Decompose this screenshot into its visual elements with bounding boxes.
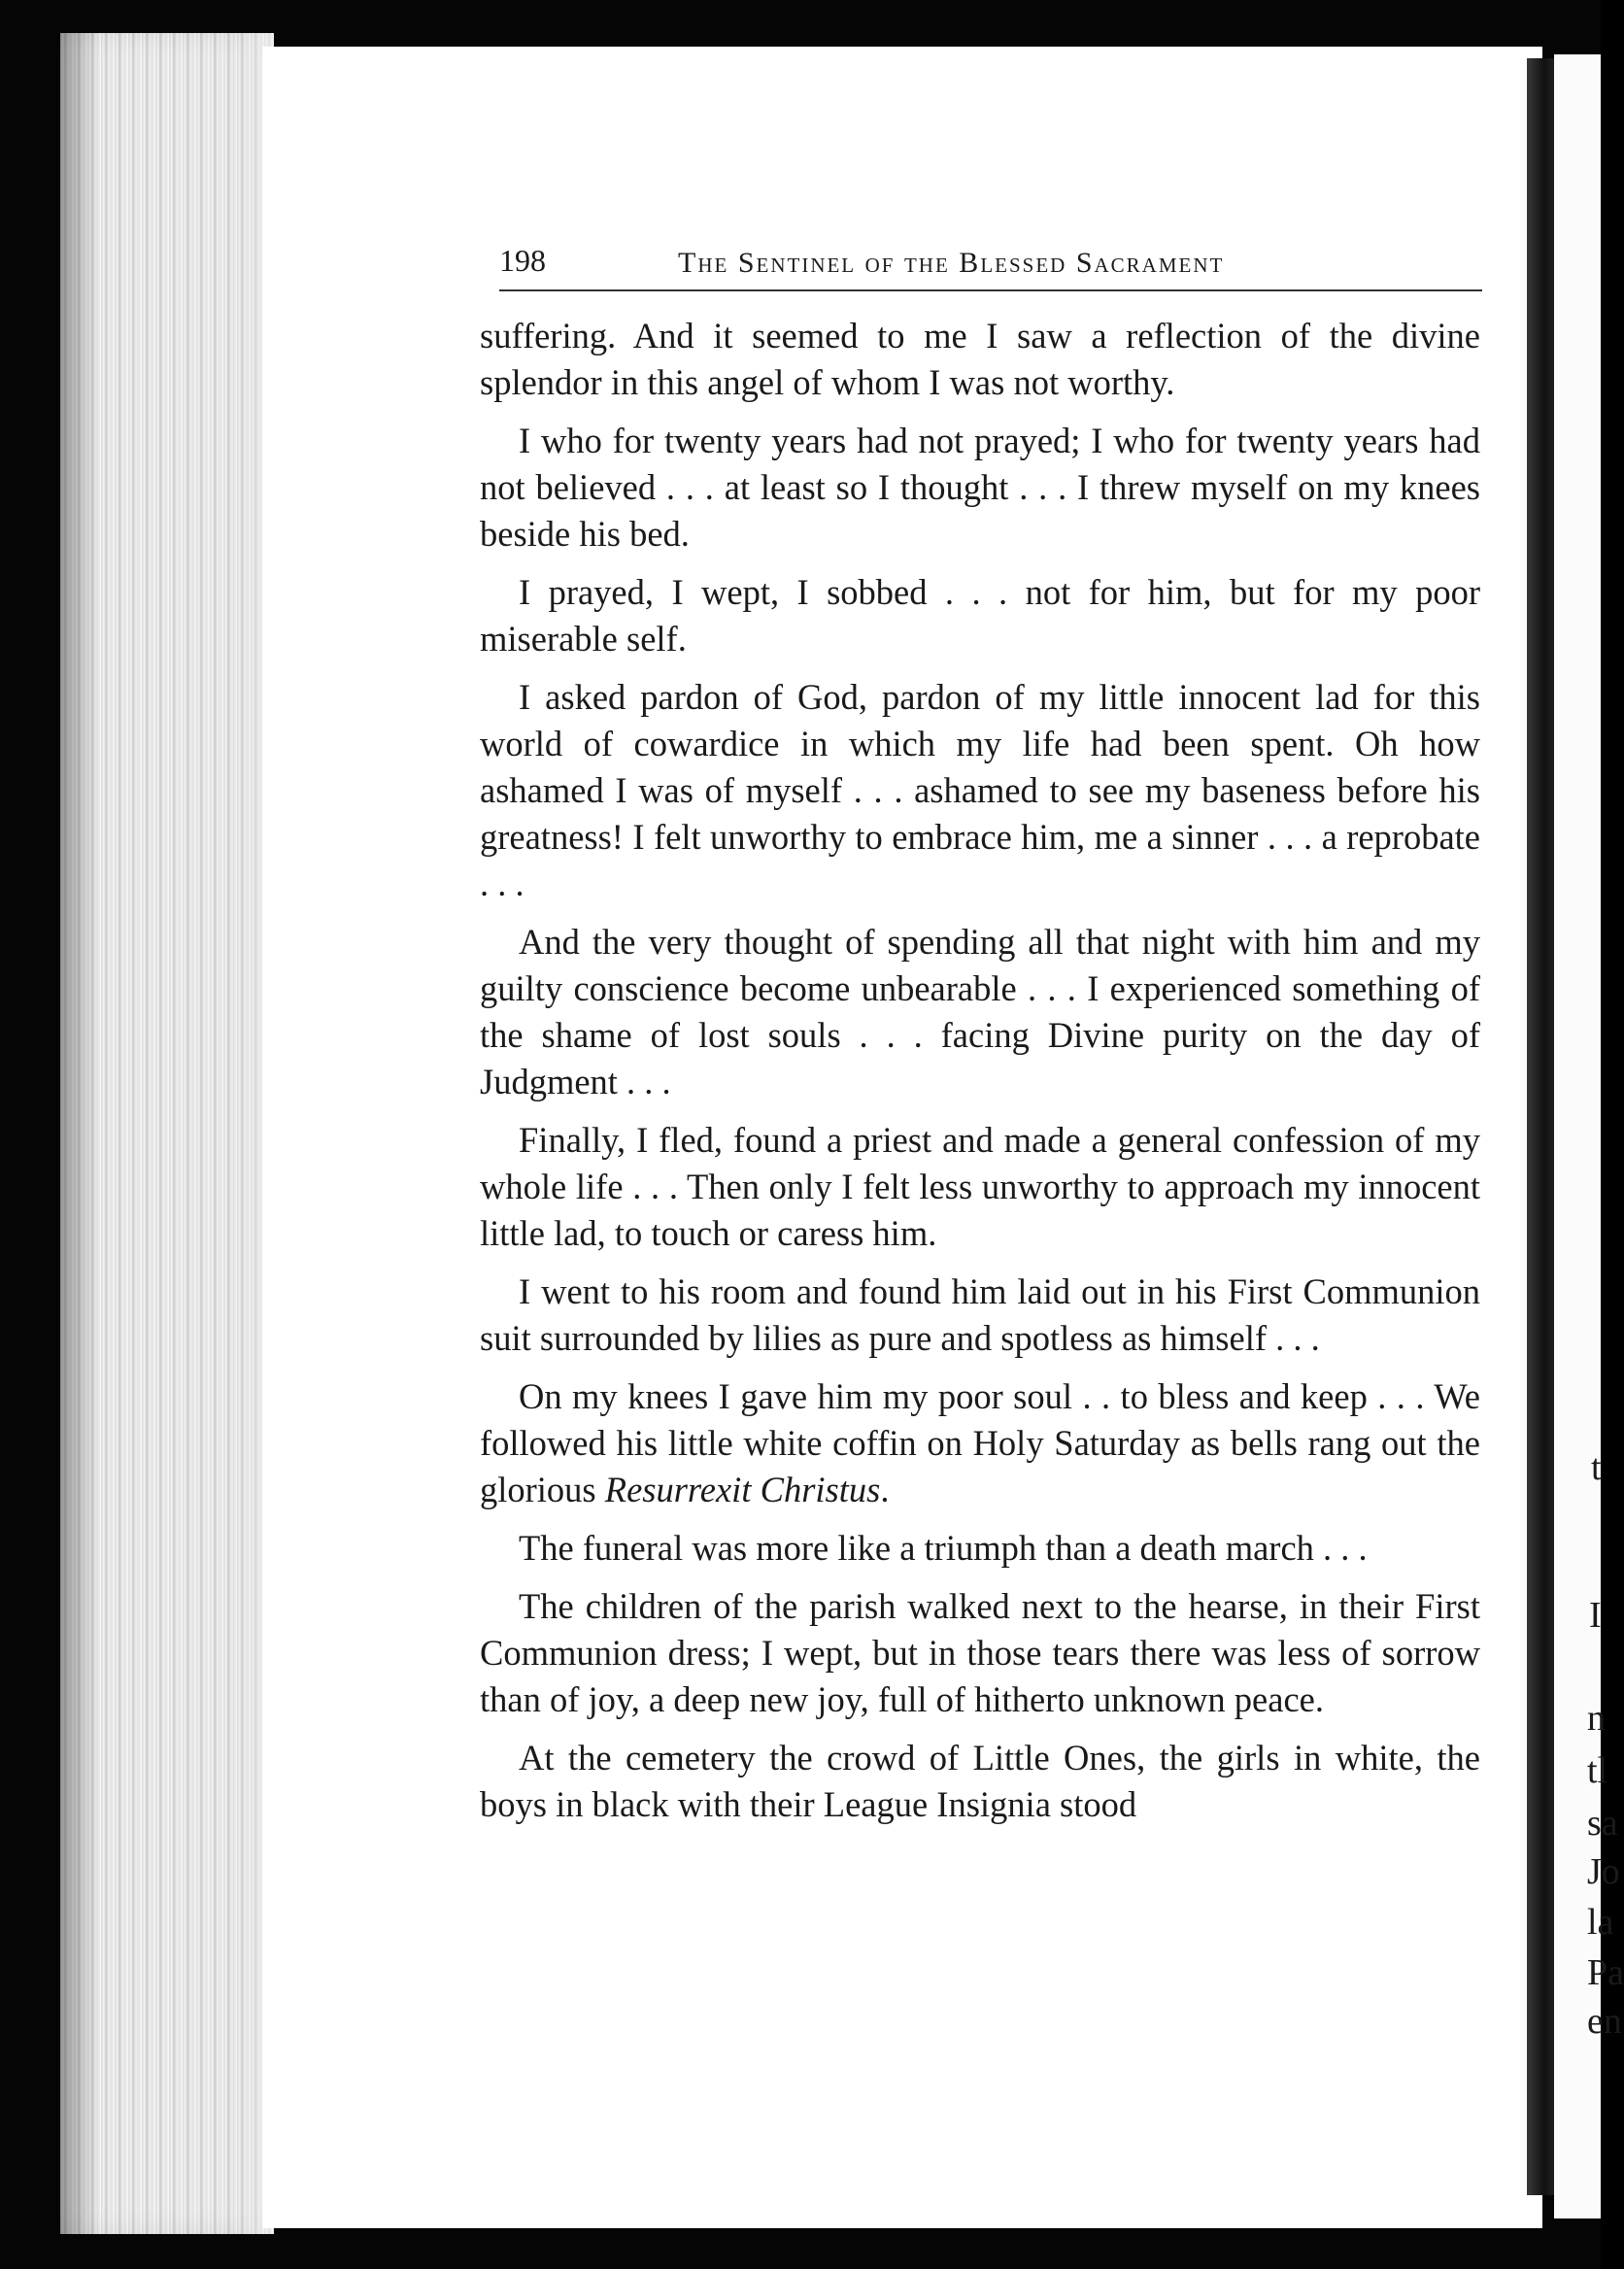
paragraph-with-latin bbox=[480, 1373, 1480, 1513]
paragraph: I went to his room and found him laid out in his First Communion suit surrounded by lilies as pure and spotless as himself . . . bbox=[480, 1271, 1480, 1358]
facing-fragment: n bbox=[1587, 1698, 1606, 1739]
facing-page bbox=[1554, 54, 1624, 2218]
facing-fragment: tl bbox=[1587, 1750, 1608, 1791]
paragraph: And the very thought of spending all that night with him and my guilty conscience become unbearable . . . I experienced something of the shame of lost souls . . . facing Divine purity on the day of Judgment . . . bbox=[480, 922, 1480, 1101]
facing-fragment: en bbox=[1587, 2001, 1622, 2042]
body-text bbox=[480, 313, 1480, 1840]
paragraph-text: On my knees I gave him my poor soul . . to bless and keep . . . We followed his little white coffin on Holy Saturday as bells rang out the glorious bbox=[480, 1376, 1480, 1509]
facing-fragment: la bbox=[1587, 1902, 1614, 1943]
running-header bbox=[499, 241, 1482, 291]
paragraph: suffering. And it seemed to me I saw a reflection of the divine splendor in this angel of whom I was not worthy. bbox=[480, 316, 1480, 402]
latin-phrase: Resurrexit Christus bbox=[604, 1470, 881, 1509]
paragraph: Finally, I fled, found a priest and made a general confession of my whole life . . . Then only I felt less unworthy to approach my innocent little lad, to touch or caress him. bbox=[480, 1120, 1480, 1253]
facing-fragment: Jo bbox=[1587, 1851, 1620, 1892]
book-gutter bbox=[1527, 58, 1556, 2195]
facing-fragment: t bbox=[1591, 1447, 1602, 1488]
paragraph: I prayed, I wept, I sobbed . . . not for him, but for my poor miserable self. bbox=[480, 572, 1480, 659]
facing-fragment: I bbox=[1589, 1595, 1602, 1636]
running-title: The Sentinel of the Blessed Sacrament bbox=[678, 247, 1225, 279]
paragraph: At the cemetery the crowd of Little Ones, the girls in white, the boys in black with their League Insignia stood bbox=[480, 1738, 1480, 1824]
paragraph: I asked pardon of God, pardon of my little innocent lad for this world of cowardice in which my life had been spent. Oh how ashamed I was of myself . . . ashamed to see my baseness before his greatness! I felt unworthy to embrace him, me a sinner . . . a reprobate . . . bbox=[480, 677, 1480, 903]
page-number: 198 bbox=[499, 243, 546, 278]
paragraph: The funeral was more like a triumph than a death march . . . bbox=[519, 1528, 1368, 1568]
page-edge-stack bbox=[60, 33, 274, 2234]
paragraph: The children of the parish walked next to the hearse, in their First Communion dress; I wept, but in those tears there was less of sorrow than of joy, a deep new joy, full of hitherto unknown peace. bbox=[480, 1586, 1480, 1719]
facing-fragment: Pa bbox=[1587, 1952, 1624, 1993]
paragraph: I who for twenty years had not prayed; I who for twenty years had not believed . . . at least so I thought . . . I threw myself on my knees beside his bed. bbox=[480, 421, 1480, 554]
paragraph-text: . bbox=[880, 1470, 890, 1509]
facing-fragment: sa bbox=[1587, 1803, 1618, 1844]
